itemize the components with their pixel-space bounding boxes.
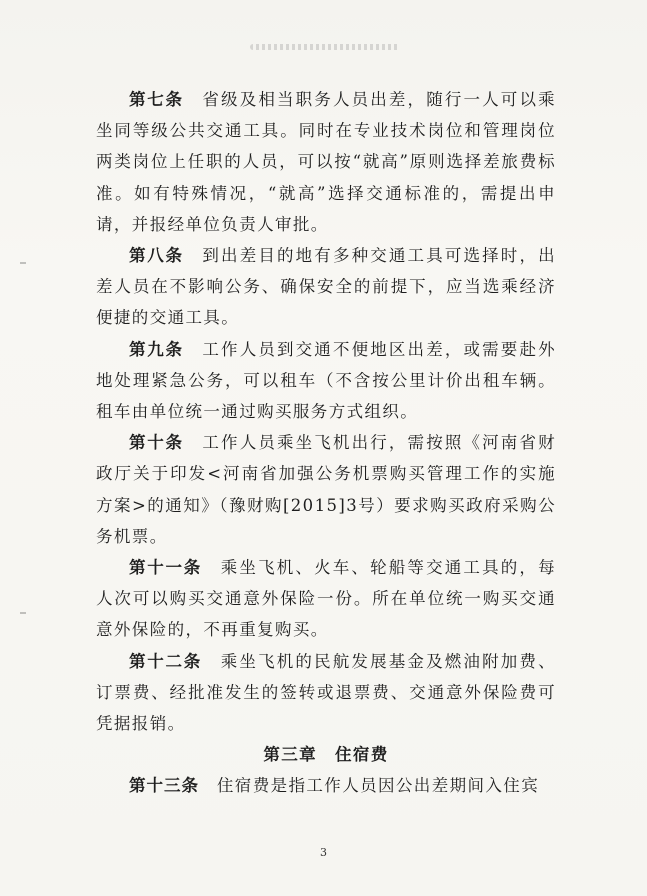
article-heading: 第十二条 xyxy=(129,651,203,671)
document-body xyxy=(96,84,556,802)
chapter-heading: 第三章 住宿费 xyxy=(263,745,389,765)
article-text: 工作人员乘坐飞机出行，需按照《河南省财政厅关于印发<河南省加强公务机票购买管理工作的实施方案>的通知》（豫财购[2015]3号）要求购买政府采购公务机票。 xyxy=(96,433,556,546)
article-10 xyxy=(96,427,556,552)
article-text: 工作人员到交通不便地区出差，或需要赴外地处理紧急公务，可以租车（不含按公里计价出租车辆。租车由单位统一通过购买服务方式组织。 xyxy=(96,339,556,422)
article-text: 省级及相当职务人员出差，随行一人可以乘坐同等级公共交通工具。同时在专业技术岗位和管理岗位两类岗位上任职的人员，可以按“就高”原则选择差旅费标准。如有特殊情况，“就高”选择交通标准的，需提出申请，并报经单位负责人审批。 xyxy=(96,90,556,234)
article-text: 住宿费是指工作人员因公出差期间入住宾 xyxy=(216,776,540,796)
scan-bleed-mark xyxy=(250,44,400,50)
scan-edge-mark xyxy=(20,612,26,614)
article-heading: 第十条 xyxy=(129,433,184,453)
article-heading: 第九条 xyxy=(129,339,184,359)
article-7 xyxy=(96,84,556,240)
article-heading: 第十一条 xyxy=(129,558,203,578)
article-9 xyxy=(96,334,556,428)
article-13 xyxy=(96,770,556,801)
article-heading: 第八条 xyxy=(129,246,184,266)
article-heading: 第十三条 xyxy=(129,776,199,796)
article-11 xyxy=(96,552,556,646)
article-text: 到出差目的地有多种交通工具可选择时，出差人员在不影响公务、确保安全的前提下，应当选乘经济便捷的交通工具。 xyxy=(96,246,556,328)
article-8 xyxy=(96,240,556,334)
article-heading: 第七条 xyxy=(129,90,184,109)
article-text: 乘坐飞机、火车、轮船等交通工具的，每人次可以购买交通意外保险一份。所在单位统一购买交通意外保险的，不再重复购买。 xyxy=(96,558,557,640)
page-number: 3 xyxy=(320,846,327,859)
article-12 xyxy=(96,646,556,740)
article-text: 乘坐飞机的民航发展基金及燃油附加费、订票费、经批准发生的签转或退票费、交通意外保险费可凭据报销。 xyxy=(96,651,557,734)
scan-edge-mark xyxy=(20,262,26,264)
